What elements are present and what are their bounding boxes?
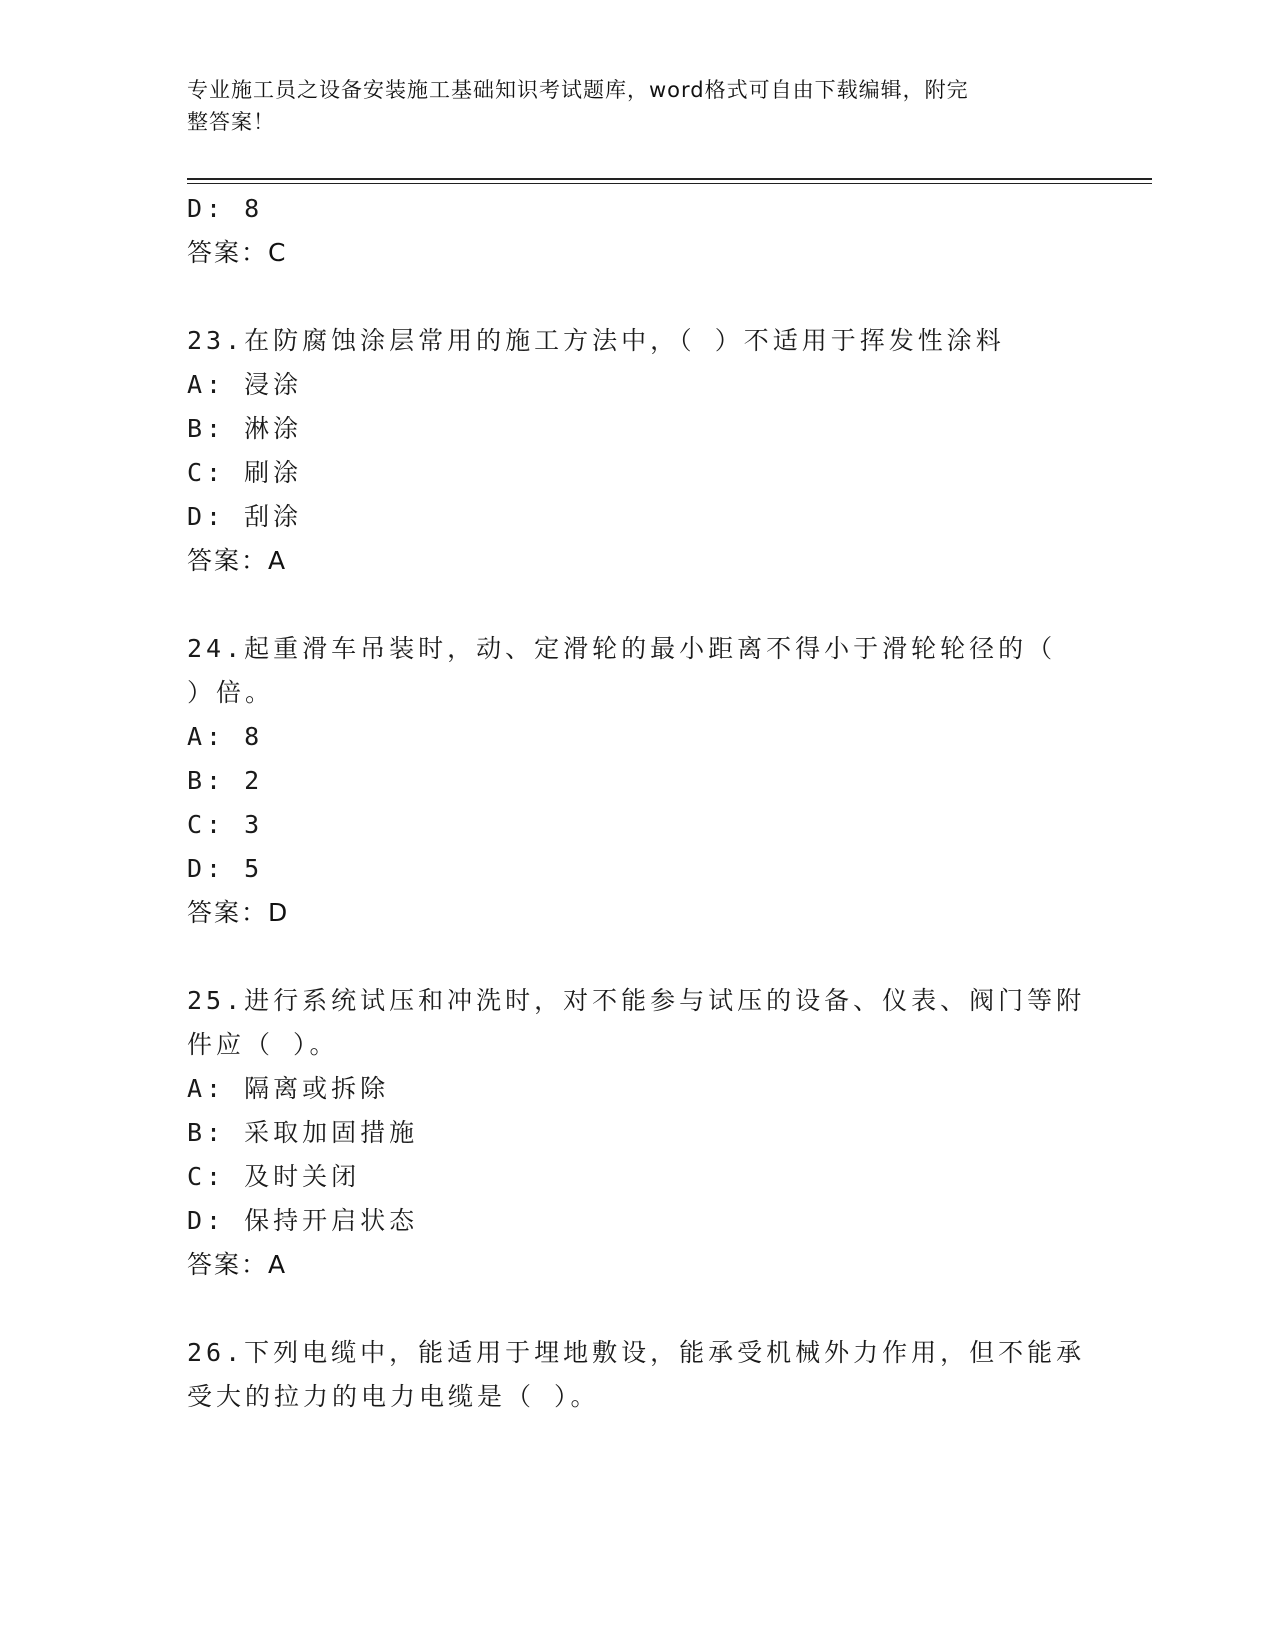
q23-option-c: C: 刷涂 — [187, 458, 303, 487]
q24-option-b: B: 2 — [187, 766, 264, 795]
prev-option-d: D: 8 — [187, 194, 264, 223]
q25-stem-line-1: 25.进行系统试压和冲洗时，对不能参与试压的设备、仪表、阀门等附 — [187, 986, 1086, 1015]
header-line-2: 整答案！ — [187, 110, 275, 134]
q26-stem-line-1: 26.下列电缆中，能适用于埋地敷设，能承受机械外力作用，但不能承 — [187, 1338, 1086, 1367]
header-divider-thick — [187, 178, 1152, 180]
q23-option-a: A: 浸涂 — [187, 370, 303, 399]
q25-option-c: C: 及时关闭 — [187, 1162, 361, 1191]
q24-stem-line-1: 24.起重滑车吊装时，动、定滑轮的最小距离不得小于滑轮轮径的（ — [187, 634, 1057, 663]
q26-stem-line-2: 受大的拉力的电力电缆是（ ）。 — [187, 1382, 600, 1411]
q25-option-a: A: 隔离或拆除 — [187, 1074, 390, 1103]
prev-answer: 答案：C — [187, 238, 288, 267]
q23-answer: 答案：A — [187, 546, 288, 575]
q24-stem-line-2: ）倍。 — [187, 678, 275, 707]
q24-option-c: C: 3 — [187, 810, 264, 839]
q23-stem: 23.在防腐蚀涂层常用的施工方法中，（ ）不适用于挥发性涂料 — [187, 326, 1005, 355]
q25-option-d: D: 保持开启状态 — [187, 1206, 419, 1235]
q23-option-d: D: 刮涂 — [187, 502, 303, 531]
q23-option-b: B: 淋涂 — [187, 414, 303, 443]
q24-answer: 答案：D — [187, 898, 290, 927]
q25-option-b: B: 采取加固措施 — [187, 1118, 419, 1147]
q24-option-d: D: 5 — [187, 854, 264, 883]
header-divider-thin — [187, 183, 1152, 184]
q25-stem-line-2: 件应（ ）。 — [187, 1030, 339, 1059]
q24-option-a: A: 8 — [187, 722, 264, 751]
header-line-1: 专业施工员之设备安装施工基础知识考试题库，word格式可自由下载编辑，附完 — [187, 78, 969, 102]
document-header — [187, 74, 1067, 138]
q25-answer: 答案：A — [187, 1250, 288, 1279]
